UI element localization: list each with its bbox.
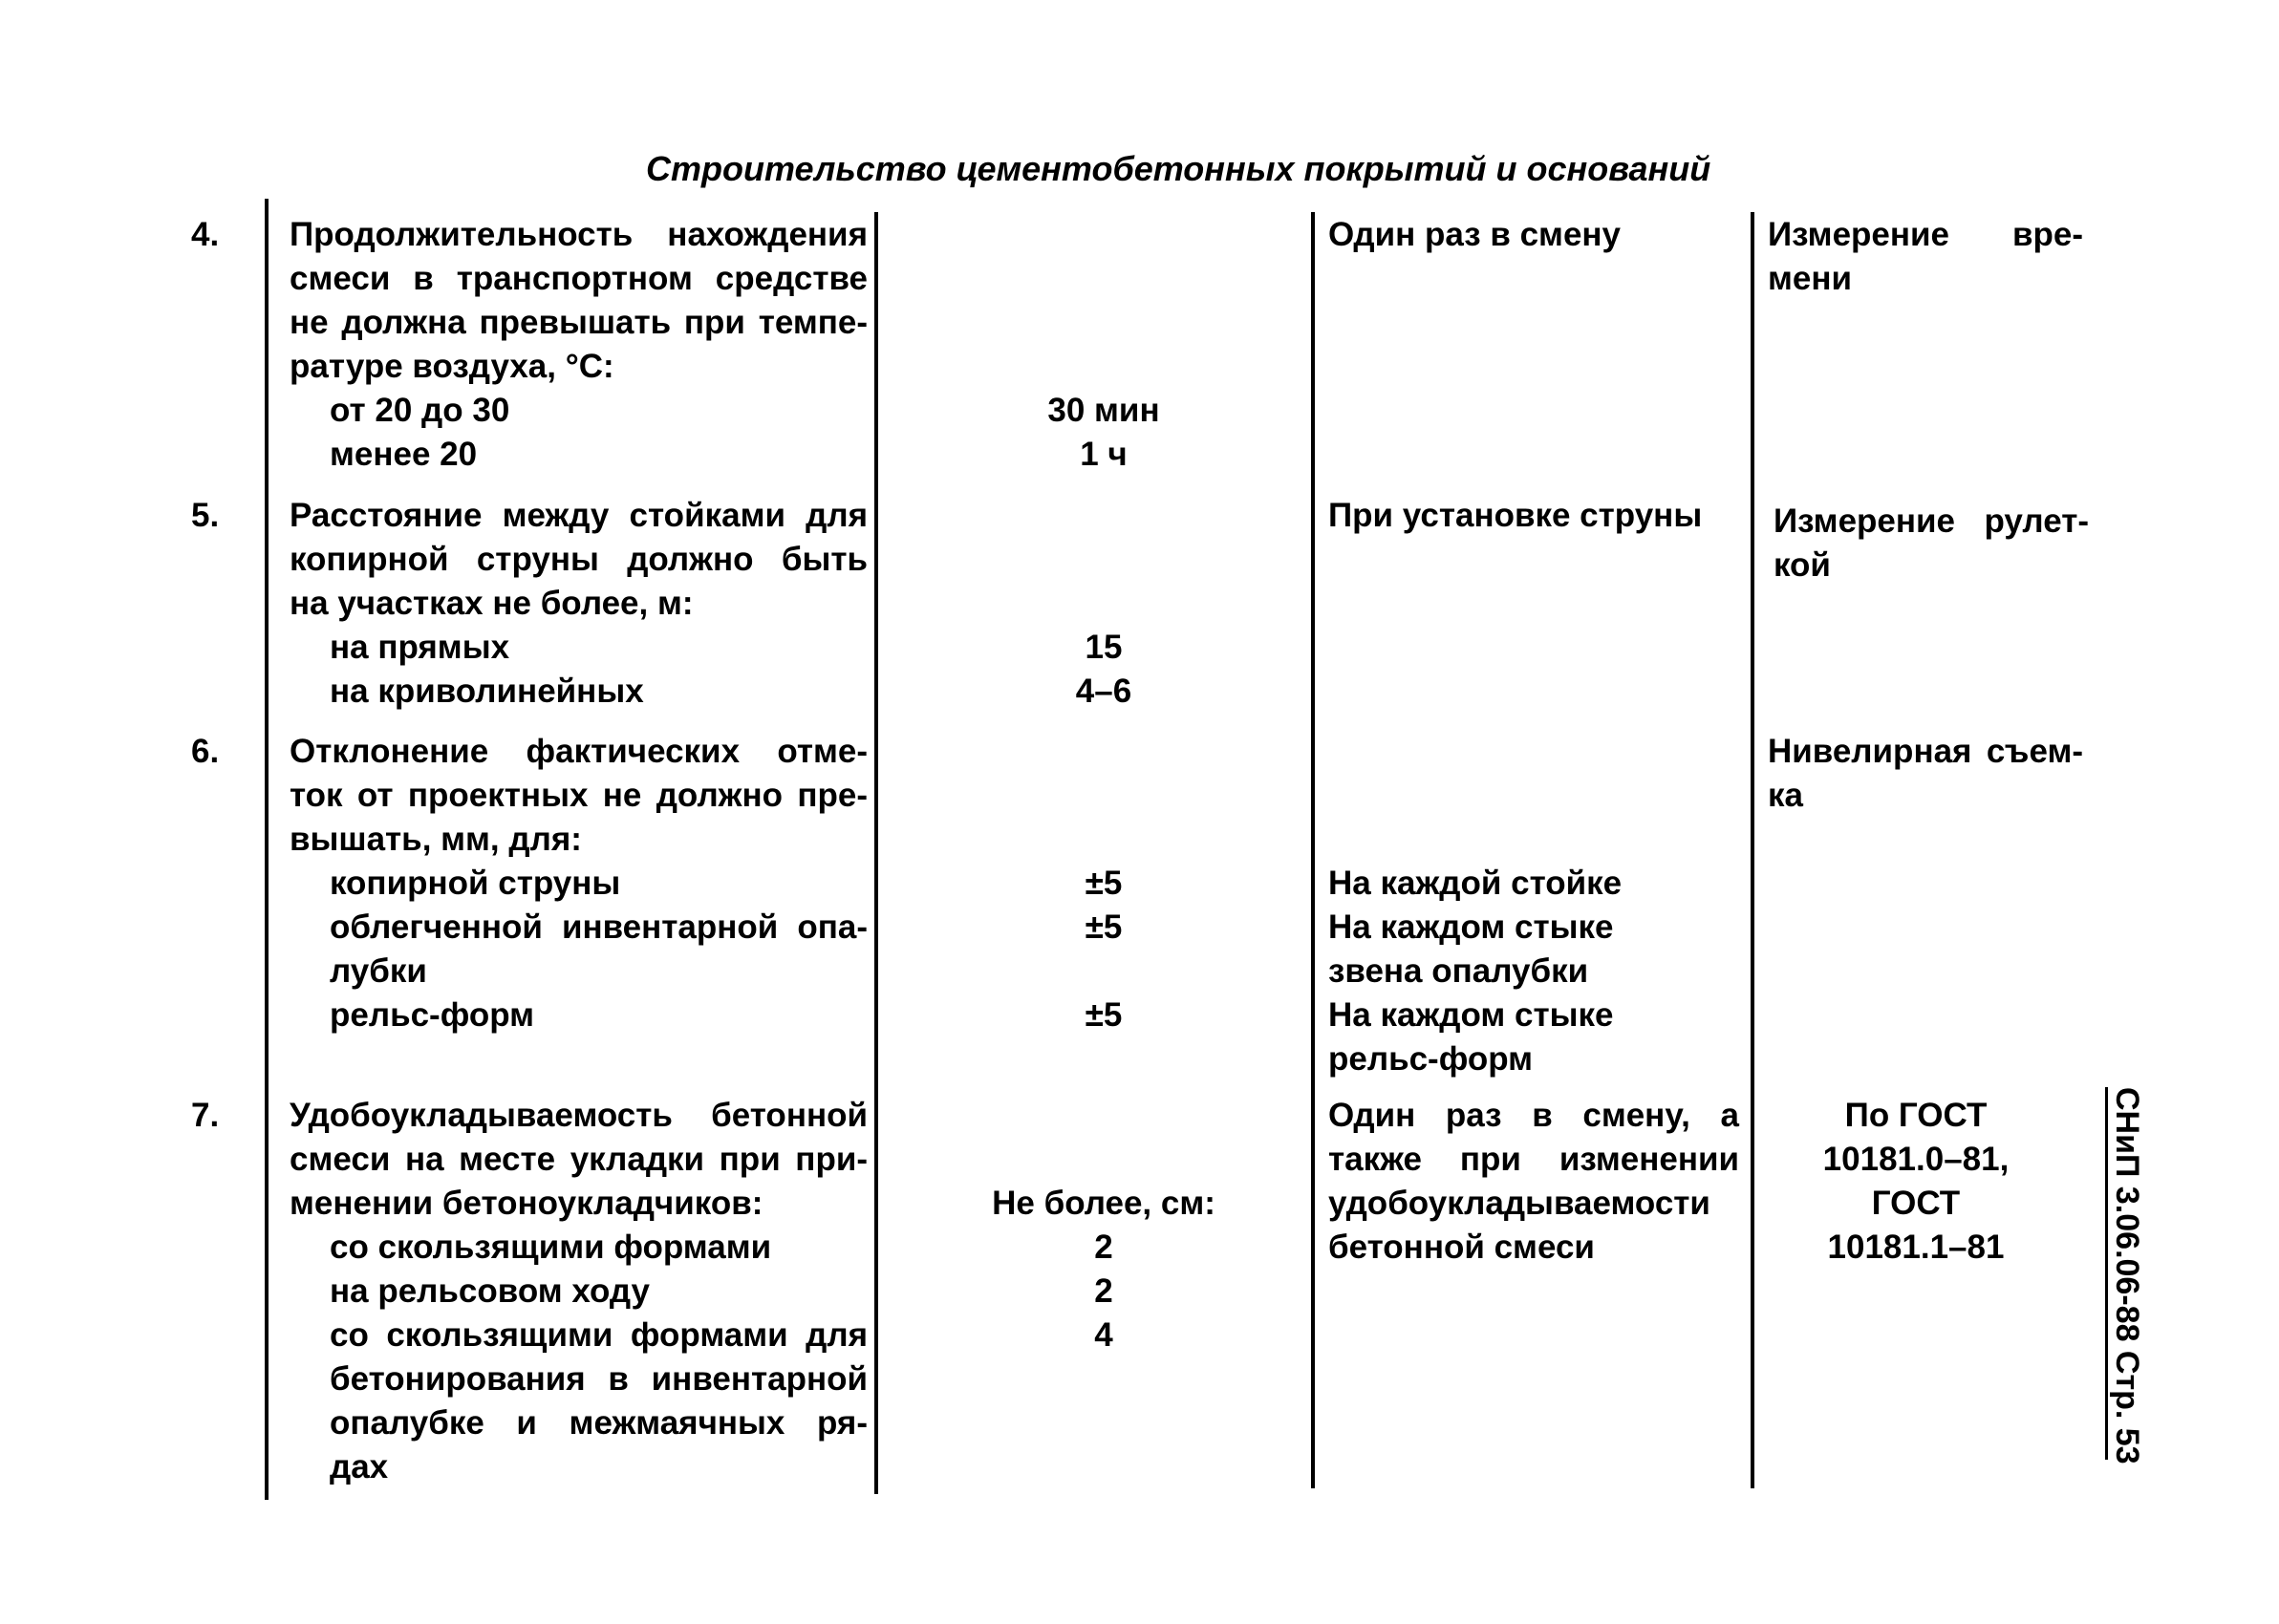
row-method: ГОСТ: [1871, 1185, 1961, 1222]
row-number: 4.: [191, 216, 220, 253]
sub-item-frequency: На каждом стыке: [1328, 996, 1614, 1034]
row-frequency: Один раз в смену: [1328, 216, 1622, 253]
row-method: мени: [1768, 260, 1853, 297]
row-method: По ГОСТ: [1844, 1097, 1988, 1134]
sub-item-value: 1 ч: [1080, 436, 1128, 473]
sub-item-label: со скользящими формами: [330, 1229, 772, 1266]
row-frequency: Один раз в смену, а: [1328, 1097, 1739, 1134]
row-desc-line: ток от проектных не должно пре-: [290, 777, 868, 814]
sub-item-label: на рельсовом ходу: [330, 1272, 650, 1310]
sub-item-label: дах: [330, 1448, 389, 1485]
sub-item-value: ±5: [1085, 865, 1123, 902]
sub-item-label: рельс-форм: [330, 996, 535, 1034]
sub-item-value: ±5: [1085, 908, 1123, 946]
row-desc-line: Расстояние между стойками для: [290, 497, 868, 534]
row-frequency: При установке струны: [1328, 497, 1703, 534]
row-number: 6.: [191, 733, 220, 770]
row-frequency: также при изменении: [1328, 1141, 1739, 1178]
sub-item-value: ±5: [1085, 996, 1123, 1034]
row-desc-line: на участках не более, м:: [290, 585, 694, 622]
row-desc-line: ратуре воздуха, °С:: [290, 348, 614, 385]
row-frequency: удобоукладываемости: [1328, 1185, 1710, 1222]
row-desc-line: не должна превышать при темпе-: [290, 304, 868, 341]
row-desc-line: Удобоукладываемость бетонной: [290, 1097, 868, 1134]
sub-item-label: на криволинейных: [330, 673, 644, 710]
row-method: кой: [1774, 546, 1831, 584]
sub-item-value: 15: [1085, 629, 1123, 666]
sub-item-label: от 20 до 30: [330, 392, 510, 429]
side-caption-text: СНиП 3.06.06-88 Стр. 53: [2105, 1087, 2146, 1460]
sub-item-label: бетонирования в инвентарной: [330, 1360, 868, 1398]
row-number: 5.: [191, 497, 220, 534]
sub-item-label: копирной струны: [330, 865, 621, 902]
column-rule-2: [874, 212, 878, 1494]
sub-item-value: 2: [1094, 1229, 1113, 1266]
row-desc-line: смеси в транспортном средстве: [290, 260, 868, 297]
sub-item-label: облегченной инвентарной опа-: [330, 908, 868, 946]
value-header: Не более, см:: [992, 1185, 1215, 1222]
row-method: Нивелирная съем-: [1768, 733, 2083, 770]
row-method: ка: [1768, 777, 1803, 814]
row-desc-line: менении бетоноукладчиков:: [290, 1185, 763, 1222]
row-desc-line: смеси на месте укладки при при-: [290, 1141, 868, 1178]
row-method: Измерение вре-: [1768, 216, 2083, 253]
sub-item-frequency: На каждом стыке: [1328, 908, 1614, 946]
row-method: 10181.1–81: [1827, 1229, 2005, 1266]
row-desc-line: копирной струны должно быть: [290, 541, 868, 578]
row-method: Измерение рулет-: [1774, 502, 2089, 540]
row-frequency: бетонной смеси: [1328, 1229, 1595, 1266]
sub-item-value: 4: [1094, 1316, 1113, 1354]
row-number: 7.: [191, 1097, 220, 1134]
side-caption: [2109, 1087, 2175, 1464]
sub-item-frequency: рельс-форм: [1328, 1040, 1534, 1078]
page-title-text: Строительство цементобетонных покрытий и оснований: [646, 149, 1711, 188]
column-rule-4: [1751, 212, 1754, 1488]
sub-item-label: со скользящими формами для: [330, 1316, 868, 1354]
sub-item-label: на прямых: [330, 629, 510, 666]
row-desc-line: вышать, мм, для:: [290, 821, 582, 858]
sub-item-label: менее 20: [330, 436, 478, 473]
row-desc-line: Продолжительность нахождения: [290, 216, 868, 253]
sub-item-label: лубки: [330, 952, 427, 990]
column-rule-1: [265, 199, 269, 1500]
sub-item-value: 2: [1094, 1272, 1113, 1310]
sub-item-value: 4–6: [1075, 673, 1132, 710]
sub-item-value: 30 мин: [1047, 392, 1160, 429]
row-desc-line: Отклонение фактических отме-: [290, 733, 868, 770]
row-method: 10181.0–81,: [1822, 1141, 2010, 1178]
sub-item-frequency: На каждой стойке: [1328, 865, 1623, 902]
sub-item-label: опалубке и межмаячных ря-: [330, 1404, 868, 1442]
column-rule-3: [1311, 212, 1315, 1488]
sub-item-frequency: звена опалубки: [1328, 952, 1589, 990]
